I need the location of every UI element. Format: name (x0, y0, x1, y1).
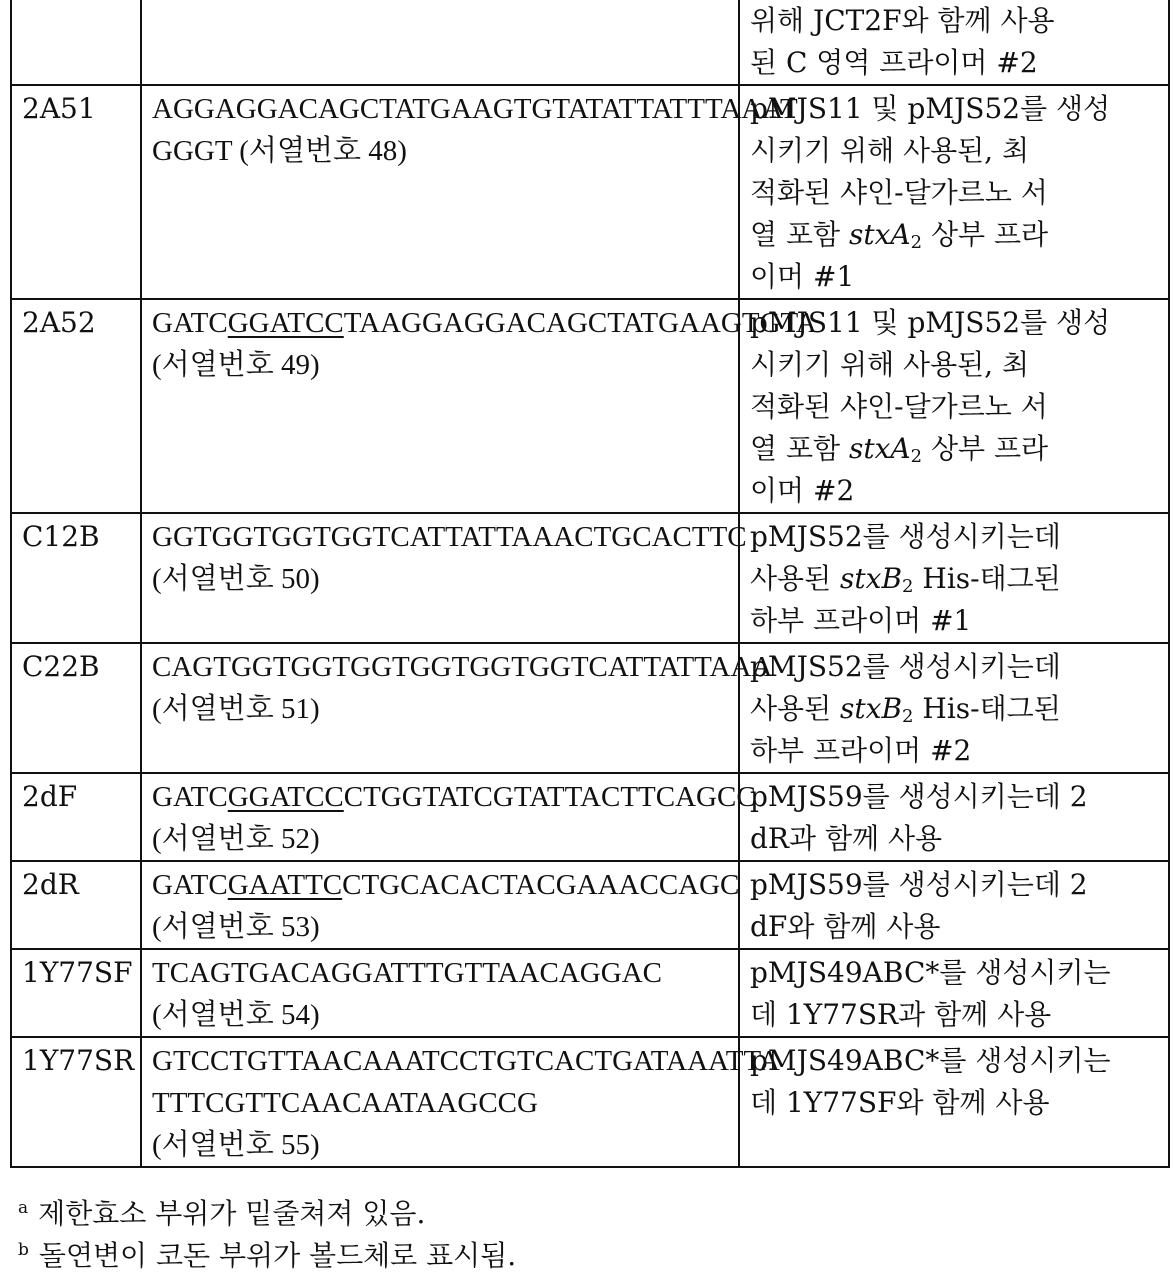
cell-line (750, 0, 1168, 42)
primer-name-cell (11, 773, 141, 861)
text-segment: TTTCGTTCAACAATAAGCCG (152, 1087, 538, 1119)
sequence-cell (141, 1037, 739, 1167)
description-cell (739, 1037, 1169, 1167)
text-segment: CAGTGGTGGTGGTGGTGGTGGTCATTATTAAA (152, 651, 772, 683)
text-segment: (서열번호 49) (152, 349, 320, 381)
primer-name: 2dF (22, 776, 140, 818)
primer-name-cell (11, 85, 141, 299)
text-segment: His-태그된 (914, 562, 1061, 595)
text-segment: 사용된 (750, 692, 840, 725)
text-segment: GTCCTGTTAACAAATCCTGTCACTGATAAATTA (152, 1045, 780, 1077)
primer-name-cell (11, 513, 141, 643)
table-row (11, 949, 1169, 1037)
cell-line (152, 344, 738, 386)
text-segment: GATC (152, 781, 228, 813)
restriction-site: GGATCC (228, 781, 344, 813)
sequence-cell (141, 773, 739, 861)
cell-line (152, 1082, 738, 1124)
table-row (11, 0, 1169, 85)
text-segment: pMJS52를 생성시키는데 (750, 650, 1061, 683)
text-segment: GATC (152, 307, 228, 339)
primer-name-cell (11, 299, 141, 513)
gene-subscript: 2 (911, 232, 922, 253)
cell-line (750, 1082, 1168, 1124)
restriction-site: GAATTC (228, 869, 342, 901)
description-cell (739, 0, 1169, 85)
text-segment: 하부 프라이머 #1 (750, 604, 971, 637)
primer-name-cell (11, 949, 141, 1037)
cell-line (750, 1040, 1168, 1082)
text-segment: 상부 프라 (922, 432, 1048, 465)
footnote-text: 제한효소 부위가 밑줄쳐져 있음. (38, 1197, 425, 1230)
text-segment: GGGT (서열번호 48) (152, 135, 407, 167)
cell-line (750, 600, 1168, 642)
cell-line (152, 558, 738, 600)
cell-line (750, 130, 1168, 172)
cell-line (152, 776, 738, 818)
primer-table (10, 0, 1170, 1168)
cell-line (750, 470, 1168, 512)
cell-line (750, 214, 1168, 256)
gene-subscript: 2 (911, 446, 922, 467)
text-segment: 데 1Y77SF와 함께 사용 (750, 1086, 1050, 1119)
cell-line (750, 730, 1168, 772)
text-segment: 시키기 위해 사용된, 최 (750, 348, 1029, 381)
text-segment: TAAGGAGGACAGCTATGAAGTGTA (344, 307, 817, 339)
cell-line (750, 952, 1168, 994)
cell-line (750, 776, 1168, 818)
gene-name: stxB (840, 562, 902, 595)
text-segment: pMJS59를 생성시키는데 2 (750, 868, 1088, 901)
cell-line (750, 516, 1168, 558)
primer-name-cell (11, 861, 141, 949)
table-row (11, 861, 1169, 949)
text-segment: 적화된 샤인-달가르노 서 (750, 390, 1048, 423)
primer-name (22, 0, 140, 42)
text-segment: 이머 #2 (750, 474, 854, 507)
primer-name: 2A51 (22, 88, 140, 130)
text-segment: dF와 함께 사용 (750, 910, 940, 943)
cell-line (750, 558, 1168, 600)
text-segment: 열 포함 (750, 432, 849, 465)
text-segment: GATC (152, 869, 228, 901)
text-segment: (서열번호 53) (152, 911, 320, 943)
table-row (11, 85, 1169, 299)
sequence-cell (141, 85, 739, 299)
primer-name-cell (11, 1037, 141, 1167)
text-segment: 사용된 (750, 562, 840, 595)
text-segment: dR과 함께 사용 (750, 822, 942, 855)
footnote-text: 돌연변이 코돈 부위가 볼드체로 표시됨. (39, 1239, 516, 1272)
cell-line (750, 906, 1168, 948)
cell-line (152, 516, 738, 558)
cell-line (152, 818, 738, 860)
restriction-site: GGATCC (228, 307, 344, 339)
gene-subscript: 2 (902, 576, 913, 597)
text-segment: 상부 프라 (922, 218, 1048, 251)
sequence-cell (141, 513, 739, 643)
text-segment: (서열번호 51) (152, 693, 320, 725)
footnote-b (18, 1236, 516, 1276)
cell-line (750, 818, 1168, 860)
cell-line (750, 88, 1168, 130)
text-segment: (서열번호 54) (152, 999, 320, 1031)
table-row (11, 773, 1169, 861)
text-segment: (서열번호 52) (152, 823, 320, 855)
text-segment: pMJS59를 생성시키는데 2 (750, 780, 1088, 813)
text-segment: AGGAGGACAGCTATGAAGTGTATATTATTTAAAT (152, 93, 798, 125)
table-row (11, 1037, 1169, 1167)
text-segment: 된 C 영역 프라이머 #2 (750, 46, 1038, 79)
cell-line (750, 42, 1168, 84)
description-cell (739, 85, 1169, 299)
description-cell (739, 773, 1169, 861)
text-segment: His-태그된 (914, 692, 1061, 725)
text-segment: CTGCACACTACGAAACCAGC (342, 869, 739, 901)
primer-name: C12B (22, 516, 140, 558)
cell-line (152, 130, 738, 172)
sequence-cell (141, 0, 739, 85)
cell-line (750, 864, 1168, 906)
sequence-cell (141, 949, 739, 1037)
cell-line (152, 864, 738, 906)
cell-line (152, 302, 738, 344)
text-segment: 데 1Y77SR과 함께 사용 (750, 998, 1051, 1031)
table-row (11, 299, 1169, 513)
cell-line (152, 1040, 738, 1082)
footnote-a (18, 1194, 425, 1234)
cell-line (750, 172, 1168, 214)
cell-line (152, 906, 738, 948)
text-segment: (서열번호 55) (152, 1129, 320, 1161)
text-segment: GGTGGTGGTGGTCATTATTAAACTGCACTTC (152, 521, 747, 553)
gene-subscript: 2 (902, 706, 913, 727)
description-cell (739, 643, 1169, 773)
text-segment: (서열번호 50) (152, 563, 320, 595)
cell-line (750, 386, 1168, 428)
table-row (11, 643, 1169, 773)
cell-line (152, 688, 738, 730)
cell-line (152, 994, 738, 1036)
gene-name: stxA (849, 218, 911, 251)
cell-line (750, 344, 1168, 386)
text-segment: pMJS49ABC*를 생성시키는 (750, 956, 1111, 989)
cell-line (152, 1124, 738, 1166)
cell-line (750, 256, 1168, 298)
text-segment: pMJS11 및 pMJS52를 생성 (750, 92, 1110, 125)
text-segment: 하부 프라이머 #2 (750, 734, 971, 767)
description-cell (739, 299, 1169, 513)
primer-name: C22B (22, 646, 140, 688)
text-segment: CTGGTATCGTATTACTTCAGCC (344, 781, 756, 813)
footnote-mark: a (18, 1198, 28, 1218)
text-segment: 적화된 샤인-달가르노 서 (750, 176, 1048, 209)
text-segment: 이머 #1 (750, 260, 854, 293)
primer-name-cell (11, 643, 141, 773)
text-segment: pMJS49ABC*를 생성시키는 (750, 1044, 1111, 1077)
sequence-cell (141, 861, 739, 949)
sequence-cell (141, 299, 739, 513)
text-segment: 위해 JCT2F와 함께 사용 (750, 4, 1055, 37)
description-cell (739, 513, 1169, 643)
text-segment: pMJS11 및 pMJS52를 생성 (750, 306, 1110, 339)
table-row (11, 513, 1169, 643)
primer-name: 2A52 (22, 302, 140, 344)
footnote-mark: b (18, 1240, 29, 1260)
description-cell (739, 949, 1169, 1037)
description-cell (739, 861, 1169, 949)
sequence-cell (141, 643, 739, 773)
text-segment: 시키기 위해 사용된, 최 (750, 134, 1029, 167)
cell-line (152, 88, 738, 130)
gene-name: stxA (849, 432, 911, 465)
primer-name: 2dR (22, 864, 140, 906)
primer-name: 1Y77SR (22, 1040, 140, 1082)
primer-name-cell (11, 0, 141, 85)
cell-line (750, 688, 1168, 730)
text-segment: pMJS52를 생성시키는데 (750, 520, 1061, 553)
cell-line (152, 646, 738, 688)
primer-name: 1Y77SF (22, 952, 140, 994)
cell-line (750, 302, 1168, 344)
cell-line (750, 994, 1168, 1036)
text-segment: TCAGTGACAGGATTTGTTAACAGGAC (152, 957, 662, 989)
gene-name: stxB (840, 692, 902, 725)
cell-line (750, 428, 1168, 470)
cell-line (152, 952, 738, 994)
text-segment: 열 포함 (750, 218, 849, 251)
cell-line (750, 646, 1168, 688)
